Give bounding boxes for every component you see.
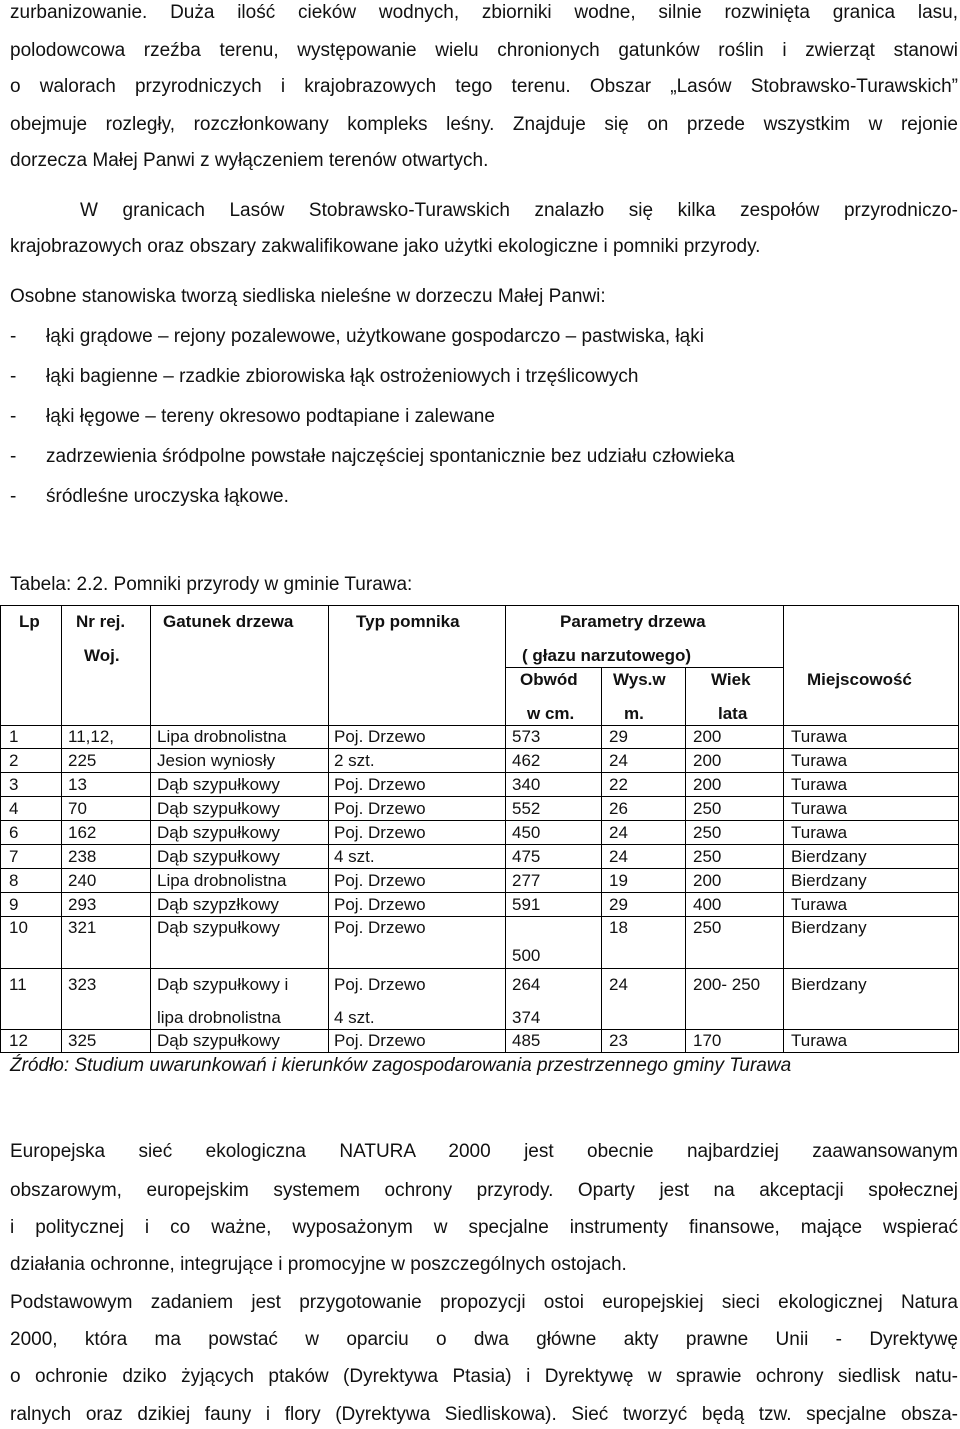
table-rule [505,605,506,1053]
bullet-item [10,326,704,348]
cell-lp: 7 [9,847,19,866]
table-rule [958,605,959,1053]
table-rule [505,667,783,668]
cell-miejscowosc: Bierdzany [791,918,867,937]
cell-nr: 11,12, [68,727,115,746]
bullet-item [10,486,289,508]
header-wys: Wys.w [613,670,666,689]
cell-miejscowosc: Bierdzany [791,871,867,890]
bullet-text: łąki łęgowe – tereny okresowo podtapiane i zalewane [46,406,495,427]
para3-intro: Osobne stanowiska tworzą siedliska nieleśne w dorzeczu Małej Panwi: [10,286,606,307]
cell-gatunek: Lipa drobnolistna [157,871,287,890]
cell-miejscowosc: Turawa [791,799,848,818]
table-rule [0,796,958,797]
header-obwod: Obwód [520,670,578,689]
cell-nr: 321 [68,918,97,937]
table-rule [61,605,62,1053]
cell-miejscowosc: Turawa [791,727,848,746]
table-rule [783,605,784,1053]
cell-wys: 22 [609,775,628,794]
cell-typ: Poj. Drzewo [334,918,426,937]
cell-wys: 19 [609,871,628,890]
table-rule [0,892,958,893]
header-obwod-unit: w cm. [527,704,575,723]
cell-lp: 3 [9,775,19,794]
bullet-dash: - [10,326,17,347]
cell-gatunek: Dąb szypułkowy [157,823,280,842]
final-line: ralnych oraz dzikiej fauny i flory (Dyrektywa Siedliskowa). Sieć tworzyć będą tzw. specjalne obsza- [10,1404,958,1425]
cell-miejscowosc: Turawa [791,823,848,842]
table-rule [0,844,958,845]
bullet-item [10,446,735,468]
cell-obwod: 552 [512,799,541,818]
table-rule [0,605,783,606]
cell-nr: 293 [68,895,97,914]
bullet-dash: - [10,366,17,387]
cell-wys: 24 [609,975,628,994]
cell-gatunek: Dąb szypułkowy [157,1031,280,1050]
bullet-text: łąki grądowe – rejony pozalewowe, użytkowane gospodarczo – pastwiska, łąki [46,326,704,347]
cell-lp: 10 [9,918,28,937]
cell-gatunek: Dąb szypułkowy [157,918,280,937]
natura-line: Europejska sieć ekologiczna NATURA 2000 jest obecnie najbardziej zaawansowanym [10,1141,958,1162]
cell-obwod: 374 [512,1008,541,1027]
monuments-table [0,605,960,1053]
cell-miejscowosc: Turawa [791,775,848,794]
cell-typ: Poj. Drzewo [334,975,426,994]
natura-line: i politycznej i co ważne, wyposażonym w specjalne instrumenty finansowe, mające wspierać [10,1217,958,1238]
cell-gatunek: Dąb szypułkowy [157,799,280,818]
intro-line: o walorach przyrodniczych i krajobrazowych tego terenu. Obszar „Lasów Stobrawsko-Turawskich” [10,76,958,97]
cell-miejscowosc: Turawa [791,751,848,770]
cell-lp: 9 [9,895,19,914]
cell-lp: 1 [9,727,19,746]
intro-line: zurbanizowanie. Duża ilość cieków wodnych, zbiorniki wodne, silnie rozwinięta granica lasu, [10,2,958,23]
table-rule [0,725,958,726]
table-rule [783,605,958,606]
header-nr-rej: Nr rej. [76,612,126,631]
table-caption: Tabela: 2.2. Pomniki przyrody w gminie Turawa: [10,574,413,595]
cell-wiek: 200 [693,727,722,746]
table-rule [0,772,958,773]
intro-line: obejmuje rozległy, rozczłonkowany kompleks leśny. Znajduje się on przede wszystkim w rejonie [10,114,958,135]
cell-wiek: 200- 250 [693,975,761,994]
cell-obwod: 462 [512,751,541,770]
table-rule [0,1052,958,1053]
cell-wiek: 250 [693,847,722,866]
cell-wiek: 170 [693,1031,722,1050]
cell-gatunek: Dąb szypułkowy [157,847,280,866]
cell-wys: 29 [609,727,628,746]
cell-typ: Poj. Drzewo [334,775,426,794]
header-parametry-sub: ( głazu narzutowego) [522,646,692,665]
natura-line: obszarowym, europejskim systemem ochrony przyrody. Oparty jest na akceptacji społecznej [10,1180,958,1201]
final-line: 2000, która ma powstać w oparciu o dwa główne akty prawne Unii - Dyrektywę [10,1329,958,1350]
natura-line: działania ochronne, integrujące i promocyjne w poszczególnych ostojach. [10,1254,627,1275]
bullet-dash: - [10,446,17,467]
cell-gatunek: Dąb szypzłkowy [157,895,279,914]
para2-line: W granicach Lasów Stobrawsko-Turawskich znalazło się kilka zespołów przyrodniczo- [80,200,958,221]
table-rule [0,748,958,749]
table-rule [328,605,329,1053]
cell-typ: Poj. Drzewo [334,727,426,746]
cell-nr: 240 [68,871,97,890]
cell-typ: Poj. Drzewo [334,871,426,890]
cell-wys: 24 [609,823,628,842]
final-line: o ochronie dziko żyjących ptaków (Dyrektywa Ptasia) i Dyrektywę w sprawie ochrony siedlisk natu- [10,1366,958,1387]
cell-nr: 70 [68,799,87,818]
cell-nr: 13 [68,775,87,794]
cell-lp: 11 [9,975,27,994]
para2-line: krajobrazowych oraz obszary zakwalifikowane jako użytki ekologiczne i pomniki przyrody. [10,236,761,257]
bullet-item [10,406,495,428]
cell-wiek: 250 [693,799,722,818]
cell-gatunek: lipa drobnolistna [157,1008,281,1027]
header-parametry: Parametry drzewa [560,612,706,631]
cell-wiek: 200 [693,751,722,770]
source-note: Źródło: Studium uwarunkowań i kierunków zagospodarowania przestrzennego gminy Turawa [10,1055,792,1076]
cell-wys: 26 [609,799,628,818]
header-wys-unit: m. [624,704,644,723]
cell-obwod: 591 [512,895,541,914]
bullet-dash: - [10,486,17,507]
cell-nr: 323 [68,975,97,994]
header-wiek: Wiek [711,670,751,689]
table-rule [0,868,958,869]
cell-wys: 18 [609,918,628,937]
header-wiek-unit: lata [718,704,748,723]
cell-wiek: 250 [693,823,722,842]
cell-miejscowosc: Turawa [791,895,848,914]
bullet-text: zadrzewienia śródpolne powstałe najczęściej spontanicznie bez udziału człowieka [46,446,735,467]
cell-miejscowosc: Turawa [791,1031,848,1050]
cell-gatunek: Dąb szypułkowy [157,775,280,794]
cell-obwod: 277 [512,871,541,890]
cell-typ: Poj. Drzewo [334,1031,426,1050]
cell-miejscowosc: Bierdzany [791,975,867,994]
cell-wys: 23 [609,1031,628,1050]
header-gatunek: Gatunek drzewa [163,612,294,631]
table-rule [0,968,958,969]
cell-typ: 4 szt. [334,847,375,866]
cell-wys: 24 [609,847,628,866]
table-rule [0,605,1,1053]
cell-obwod: 264 [512,975,541,994]
cell-typ: Poj. Drzewo [334,895,426,914]
cell-lp: 6 [9,823,19,842]
header-lp: Lp [19,612,40,631]
cell-typ: 2 szt. [334,751,375,770]
cell-wiek: 200 [693,775,722,794]
cell-wys: 29 [609,895,628,914]
header-nr-rej-woj: Woj. [84,646,120,665]
intro-line: dorzecza Małej Panwi z wyłączeniem terenów otwartych. [10,150,489,171]
bullet-item [10,366,638,388]
cell-lp: 12 [9,1031,28,1050]
cell-obwod: 475 [512,847,541,866]
cell-nr: 162 [68,823,97,842]
cell-obwod: 573 [512,727,541,746]
cell-nr: 238 [68,847,97,866]
cell-gatunek: Dąb szypułkowy i [157,975,289,994]
cell-lp: 2 [9,751,19,770]
cell-obwod: 450 [512,823,541,842]
cell-obwod: 485 [512,1031,541,1050]
header-typ: Typ pomnika [356,612,460,631]
table-rule [601,667,602,1053]
cell-typ: 4 szt. [334,1008,375,1027]
cell-gatunek: Lipa drobnolistna [157,727,287,746]
bullet-text: śródleśne uroczyska łąkowe. [46,486,289,507]
table-rule [0,1029,958,1030]
table-rule [0,916,958,917]
cell-nr: 225 [68,751,97,770]
final-line: Podstawowym zadaniem jest przygotowanie propozycji ostoi europejskiej sieci ekologicznej Natura [10,1292,958,1313]
cell-lp: 8 [9,871,19,890]
cell-typ: Poj. Drzewo [334,823,426,842]
bullet-text: łąki bagienne – rzadkie zbiorowiska łąk ostrożeniowych i trzęślicowych [46,366,639,387]
cell-gatunek: Jesion wyniosły [157,751,276,770]
cell-obwod: 340 [512,775,541,794]
cell-wiek: 400 [693,895,722,914]
cell-nr: 325 [68,1031,97,1050]
cell-wiek: 250 [693,918,722,937]
cell-wys: 24 [609,751,628,770]
table-rule [0,820,958,821]
intro-line: polodowcowa rzeźba terenu, występowanie wielu chronionych gatunków roślin i zwierząt stanowi [10,40,958,61]
cell-lp: 4 [9,799,19,818]
cell-obwod: 500 [512,946,541,965]
header-miejscowosc: Miejscowość [807,670,912,689]
bullet-dash: - [10,406,17,427]
cell-miejscowosc: Bierdzany [791,847,867,866]
table-rule [150,605,151,1053]
cell-typ: Poj. Drzewo [334,799,426,818]
cell-wiek: 200 [693,871,722,890]
table-rule [685,667,686,1053]
